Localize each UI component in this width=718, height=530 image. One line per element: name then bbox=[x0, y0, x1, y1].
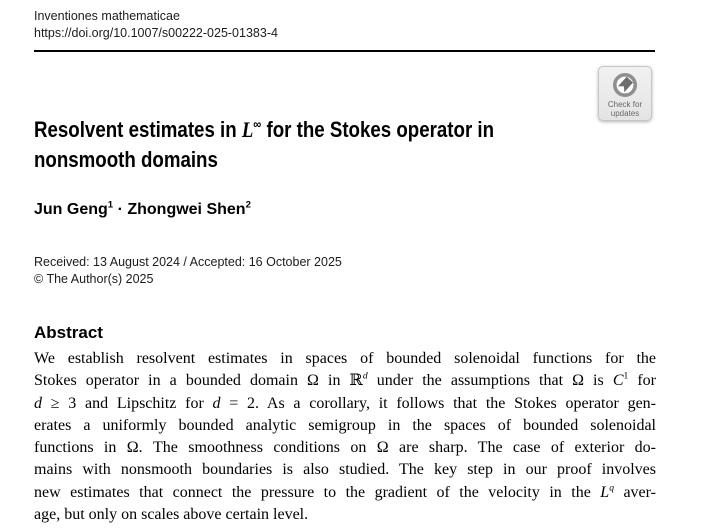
abstract-line: We establish resolvent estimates in spaces of bounded solenoidal functions for the bbox=[34, 350, 656, 367]
abstract-line: new estimates that connect the pressure to the gradient of the velocity in the $L^q$ aver- bbox=[34, 482, 656, 501]
article-title-line: nonsmooth domains bbox=[34, 147, 218, 172]
author-line: Jun Geng$^1$ · Zhongwei Shen$^2$ bbox=[34, 199, 251, 218]
doi-link[interactable]: https://doi.org/10.1007/s00222-025-01383-4 bbox=[34, 26, 278, 40]
copyright-line: © The Author(s) 2025 bbox=[34, 272, 154, 286]
abstract-line: functions in Ω. The smoothness conditions on Ω are sharp. The case of exterior do- bbox=[34, 439, 656, 457]
abstract-body bbox=[34, 348, 656, 526]
journal-header bbox=[34, 8, 278, 42]
received-accepted-dates: Received: 13 August 2024 / Accepted: 16 October 2025 bbox=[34, 255, 342, 269]
header-rule bbox=[34, 50, 655, 52]
journal-name: Inventiones mathematicae bbox=[34, 9, 180, 23]
abstract-line: age, but only on scales above certain level. bbox=[34, 506, 309, 524]
crossmark-label-line2: updates bbox=[610, 109, 640, 118]
author-list bbox=[34, 198, 251, 222]
crossmark-badge[interactable] bbox=[598, 66, 652, 121]
abstract-line: Stokes operator in a bounded domain Ω in ℝ$^d$ under the assumptions that Ω is $C^1$ for bbox=[34, 370, 657, 390]
abstract-line: mains with nonsmooth boundaries is also studied. The key step in our proof involves bbox=[34, 461, 656, 479]
article-title-line: Resolvent estimates in L∞ for the Stokes operator in bbox=[34, 116, 495, 142]
crossmark-label-line1: Check for bbox=[607, 100, 643, 109]
abstract-line: erates a uniformly bounded analytic semigroup in the spaces of bounded solenoidal bbox=[34, 416, 656, 434]
article-history bbox=[34, 254, 342, 288]
abstract-heading: Abstract bbox=[34, 323, 103, 342]
abstract-line: d ≥ 3 and Lipschitz for d = 2. As a corollary, it follows that the Stokes operator gen- bbox=[34, 394, 656, 412]
article-title bbox=[34, 115, 575, 175]
crossmark-icon bbox=[610, 70, 640, 100]
